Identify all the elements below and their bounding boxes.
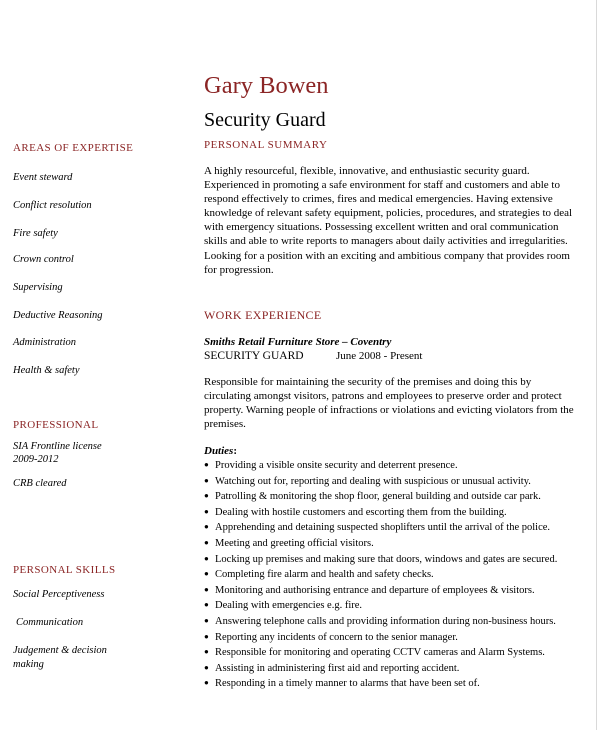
responsibility-text: Responsible for maintaining the security of the premises and doing this by circulating amongst visitors, patrons and employees to preserve order and protect property. Warning people of infractions or violations and evicting violators from the premises. <box>204 376 574 431</box>
duty-text: Watching out for, reporting and dealing with suspicious or unusual activity. <box>215 475 531 487</box>
list-item <box>204 474 557 490</box>
candidate-name: Gary Bowen <box>204 72 329 99</box>
expertise-heading: AREAS OF EXPERTISE <box>13 142 134 154</box>
skill-item: making <box>13 659 44 670</box>
summary-heading: PERSONAL SUMMARY <box>204 139 328 151</box>
professional-item: 2009-2012 <box>13 454 59 465</box>
expertise-item: Supervising <box>13 282 63 293</box>
list-item <box>204 536 557 552</box>
bullet-icon: ● <box>204 506 209 516</box>
list-item <box>204 676 557 692</box>
duty-text: Assisting in administering first aid and reporting accident. <box>215 662 460 674</box>
list-item <box>204 598 557 614</box>
bullet-icon: ● <box>204 522 209 532</box>
summary-text <box>204 164 576 277</box>
duties-colon: : <box>233 445 238 457</box>
bullet-icon: ● <box>204 491 209 501</box>
employment-dates: June 2008 - Present <box>336 350 423 362</box>
duty-text: Providing a visible onsite security and deterrent presence. <box>215 460 458 471</box>
summary-paragraph: A highly resourceful, flexible, innovative, and enthusiastic security guard. Experienced in promoting a safe environment for staff and customers and able to respond effectively to crimes, fires and medical emergencies. Having extensive knowledge of relevant safety equipment, policies, procedures, and strategies to deal with emergency situations. Possessing excellent written and oral communication skills and able to write reports to managers about daily activities and irregularities. <box>204 165 573 248</box>
bullet-icon: ● <box>204 678 209 688</box>
duty-text: Dealing with emergencies e.g. fire. <box>215 600 363 612</box>
list-item <box>204 614 557 630</box>
expertise-item: Deductive Reasoning <box>13 310 103 321</box>
list-item <box>204 520 557 536</box>
list-item <box>204 552 557 568</box>
skill-item: Communication <box>16 617 84 628</box>
position-line <box>204 350 423 362</box>
bullet-icon: ● <box>204 537 209 547</box>
skill-item: Judgement & decision <box>13 645 107 656</box>
expertise-item: Crown control <box>13 254 74 265</box>
skills-heading: PERSONAL SKILLS <box>13 564 116 576</box>
duty-text: Apprehending and detaining suspected shoplifters until the arrival of the police. <box>215 522 551 534</box>
duty-text: Patrolling & monitoring the shop floor, general building and outside car park. <box>215 491 541 503</box>
list-item <box>204 583 557 599</box>
expertise-item: Conflict resolution <box>13 200 92 211</box>
skill-item: Social Perceptiveness <box>13 589 105 600</box>
job-title: Security Guard <box>204 109 326 131</box>
list-item <box>204 645 557 661</box>
list-item <box>204 458 557 474</box>
summary-paragraph: Looking for a position with an exciting and ambitious company that provides room for progression. <box>204 249 570 276</box>
duties-label <box>204 445 237 457</box>
professional-item: CRB cleared <box>13 478 67 489</box>
duty-text: Completing fire alarm and health and safety checks. <box>215 569 434 581</box>
expertise-item: Event steward <box>13 172 73 183</box>
bullet-icon: ● <box>204 615 209 625</box>
bullet-icon: ● <box>204 600 209 610</box>
list-item <box>204 567 557 583</box>
bullet-icon: ● <box>204 475 209 485</box>
duties-label-text: Duties <box>204 445 234 457</box>
professional-heading: PROFESSIONAL <box>13 419 99 431</box>
list-item <box>204 661 557 677</box>
bullet-icon: ● <box>204 553 209 563</box>
list-item <box>204 505 557 521</box>
duty-text: Locking up premises and making sure that doors, windows and gates are secured. <box>215 553 558 565</box>
expertise-item: Fire safety <box>13 228 58 239</box>
bullet-icon: ● <box>204 569 209 579</box>
duties-list <box>204 458 557 692</box>
duty-text: Monitoring and authorising entrance and departure of employees & visitors. <box>215 584 535 596</box>
professional-item: SIA Frontline license <box>13 441 102 452</box>
bullet-icon: ● <box>204 584 209 594</box>
duty-text: Dealing with hostile customers and escorting them from the building. <box>215 506 507 518</box>
duty-text: Answering telephone calls and providing information during non-business hours. <box>215 615 556 627</box>
list-item <box>204 489 557 505</box>
duty-text: Reporting any incidents of concern to the senior manager. <box>215 631 458 643</box>
bullet-icon: ● <box>204 647 209 657</box>
expertise-item: Administration <box>13 337 77 348</box>
work-heading: WORK EXPERIENCE <box>204 308 322 322</box>
expertise-item: Health & safety <box>13 365 80 376</box>
bullet-icon: ● <box>204 631 209 641</box>
list-item <box>204 630 557 646</box>
duty-text: Responsible for monitoring and operating CCTV cameras and Alarm Systems. <box>215 647 545 659</box>
duty-text: Responding in a timely manner to alarms that have been set of. <box>215 678 480 690</box>
employer: Smiths Retail Furniture Store – Coventry <box>204 336 392 348</box>
duty-text: Meeting and greeting official visitors. <box>215 537 374 549</box>
position-title: SECURITY GUARD <box>204 350 304 362</box>
bullet-icon: ● <box>204 460 209 469</box>
bullet-icon: ● <box>204 662 209 672</box>
